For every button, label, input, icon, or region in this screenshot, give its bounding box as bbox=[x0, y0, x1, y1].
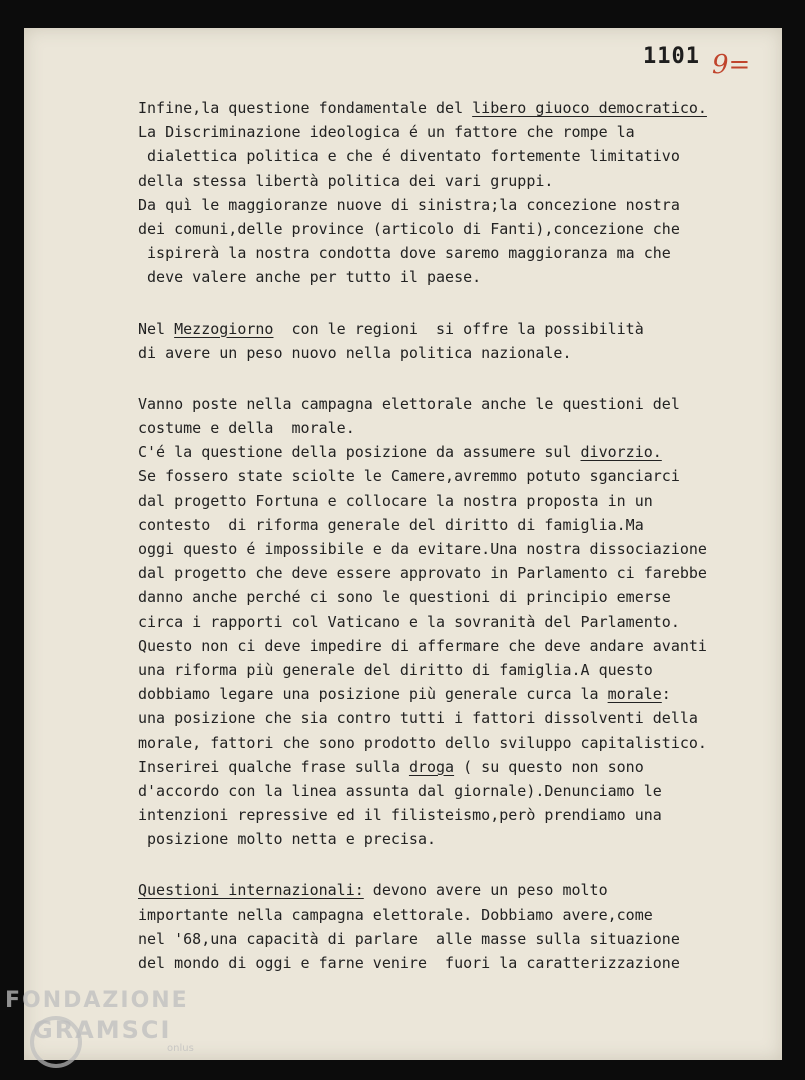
handwritten-annotation: 9= bbox=[712, 50, 751, 80]
text-line: Se fossero state sciolte le Camere,avremmo potuto sganciarci bbox=[138, 467, 680, 486]
text-line: nel '68,una capacità di parlare alle masse sulla situazione bbox=[138, 929, 680, 948]
text-line: dal progetto che deve essere approvato in Parlamento ci farebbe bbox=[138, 564, 707, 583]
text-line: circa i rapporti col Vaticano e la sovranità del Parlamento. bbox=[138, 612, 680, 631]
underlined-phrase: Questioni internazionali: bbox=[138, 881, 364, 900]
underlined-phrase: divorzio. bbox=[580, 443, 662, 462]
underlined-phrase: droga bbox=[408, 757, 455, 776]
text-line: La Discriminazione ideologica é un fattore che rompe la bbox=[138, 123, 635, 142]
text-line: di avere un peso nuovo nella politica nazionale. bbox=[138, 343, 572, 362]
underlined-phrase: Mezzogiorno bbox=[174, 319, 274, 338]
text-line: Questioni internazionali: devono avere un peso molto bbox=[138, 881, 608, 900]
text-line: della stessa libertà politica dei vari gruppi. bbox=[138, 171, 554, 190]
text-line: morale, fattori che sono prodotto dello sviluppo capitalistico. bbox=[138, 733, 707, 752]
text-line: del mondo di oggi e farne venire fuori la caratterizzazione bbox=[138, 954, 680, 972]
text-line: una posizione che sia contro tutti i fattori dissolventi della bbox=[138, 709, 698, 728]
text-line: ispirerà la nostra condotta dove saremo maggioranza ma che bbox=[138, 244, 671, 263]
text-line: intenzioni repressive ed il filisteismo,però prendiamo una bbox=[138, 806, 662, 825]
text-line: Questo non ci deve impedire di affermare che deve andare avanti bbox=[138, 636, 707, 655]
text-line: Da quì le maggioranze nuove di sinistra;la concezione nostra bbox=[138, 195, 680, 214]
text-line: dal progetto Fortuna e collocare la nostra proposta in un bbox=[138, 491, 653, 510]
archive-watermark: FONDAZIONE GRAMSCI onlus bbox=[5, 988, 194, 1054]
text-line: dobbiamo legare una posizione più generale curca la morale: bbox=[138, 685, 671, 704]
typed-text-body bbox=[138, 96, 758, 975]
text-line: Infine,la questione fondamentale del libero giuoco democratico. bbox=[138, 99, 707, 117]
underlined-phrase: morale bbox=[607, 685, 662, 704]
text-line: posizione molto netta e precisa. bbox=[138, 830, 437, 849]
text-line: contesto di riforma generale del diritto di famiglia.Ma bbox=[138, 515, 644, 534]
text-line: Inserirei qualche frase sulla droga ( su questo non sono bbox=[138, 757, 644, 776]
text-line: Vanno poste nella campagna elettorale anche le questioni del bbox=[138, 394, 680, 413]
page-number: 1101 bbox=[643, 44, 700, 69]
text-line: d'accordo con la linea assunta dal giornale).Denunciamo le bbox=[138, 781, 662, 800]
text-line: deve valere anche per tutto il paese. bbox=[138, 268, 482, 287]
text-line: danno anche perché ci sono le questioni di principio emerse bbox=[138, 588, 671, 607]
text-line: Nel Mezzogiorno con le regioni si offre la possibilità bbox=[138, 319, 644, 338]
text-line: dialettica politica e che é diventato fortemente limitativo bbox=[138, 147, 680, 166]
underlined-phrase: libero giuoco democratico. bbox=[472, 99, 707, 117]
text-line: C'é la questione della posizione da assumere sul divorzio. bbox=[138, 443, 662, 462]
text-line: importante nella campagna elettorale. Dobbiamo avere,come bbox=[138, 905, 653, 924]
text-line: costume e della morale. bbox=[138, 419, 355, 438]
text-line: oggi questo é impossibile e da evitare.Una nostra dissociazione bbox=[138, 540, 707, 558]
text-line: dei comuni,delle province (articolo di Fanti),concezione che bbox=[138, 219, 680, 238]
text-line: una riforma più generale del diritto di famiglia.A questo bbox=[138, 660, 653, 679]
